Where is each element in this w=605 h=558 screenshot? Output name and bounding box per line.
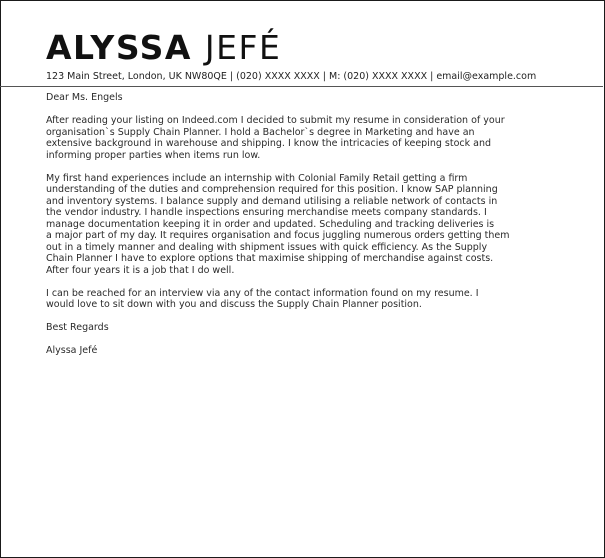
- paragraph-line: would love to sit down with you and discuss the Supply Chain Planner position.: [46, 299, 422, 310]
- paragraph-line: I can be reached for an interview via any of the contact information found on my resume. I: [46, 287, 479, 299]
- paragraph-line: manage documentation keeping it in order and updated. Scheduling and tracking deliveries is: [46, 218, 495, 230]
- paragraph-line: extensive background in warehouse and shipping. I know the intricacies of keeping stock and: [46, 138, 492, 149]
- paragraph-line: Chain Planner I have to explore options that maximise shipping of merchandise against costs.: [46, 253, 494, 264]
- signature: Alyssa Jefé: [46, 345, 98, 356]
- paragraph-line: the vendor industry. I handle inspections ensuring merchandise meets company standards. I: [46, 207, 487, 218]
- salutation: Dear Ms. Engels: [46, 92, 123, 103]
- applicant-first-name: ALYSSA: [46, 28, 192, 67]
- paragraph-line: informing proper parties when items run low.: [46, 149, 261, 161]
- cover-letter: [46, 30, 566, 357]
- paragraph-line: My first hand experiences include an internship with Colonial Family Retail getting a firm: [46, 172, 468, 184]
- applicant-last-name: JEFÉ: [204, 28, 282, 67]
- header-divider: [0, 86, 603, 87]
- contact-line: 123 Main Street, London, UK NW80QE | (020) XXXX XXXX | M: (020) XXXX XXXX | email@example.com: [46, 71, 537, 82]
- closing: Best Regards: [46, 322, 109, 333]
- paragraph-line: After four years it is a job that I do well.: [46, 264, 235, 276]
- paragraph-line: After reading your listing on Indeed.com I decided to submit my resume in consideration of your: [46, 115, 505, 126]
- paragraph-line: and inventory systems. I balance supply and demand utilising a reliable network of contacts in: [46, 195, 498, 207]
- applicant-name: [46, 30, 566, 66]
- paragraph-1: [46, 115, 566, 161]
- paragraph-line: understanding of the duties and comprehension required for this position. I know SAP planning: [46, 184, 498, 195]
- paragraph-line: organisation`s Supply Chain Planner. I hold a Bachelor`s degree in Marketing and have an: [46, 126, 475, 138]
- paragraph-line: a major part of my day. It requires organisation and focus juggling numerous orders getting them: [46, 230, 510, 241]
- letter-body: [46, 92, 566, 357]
- paragraph-2: [46, 173, 566, 277]
- paragraph-line: out in a timely manner and dealing with shipment issues with quick efficiency. As the Supply: [46, 241, 488, 253]
- paragraph-3: [46, 288, 566, 311]
